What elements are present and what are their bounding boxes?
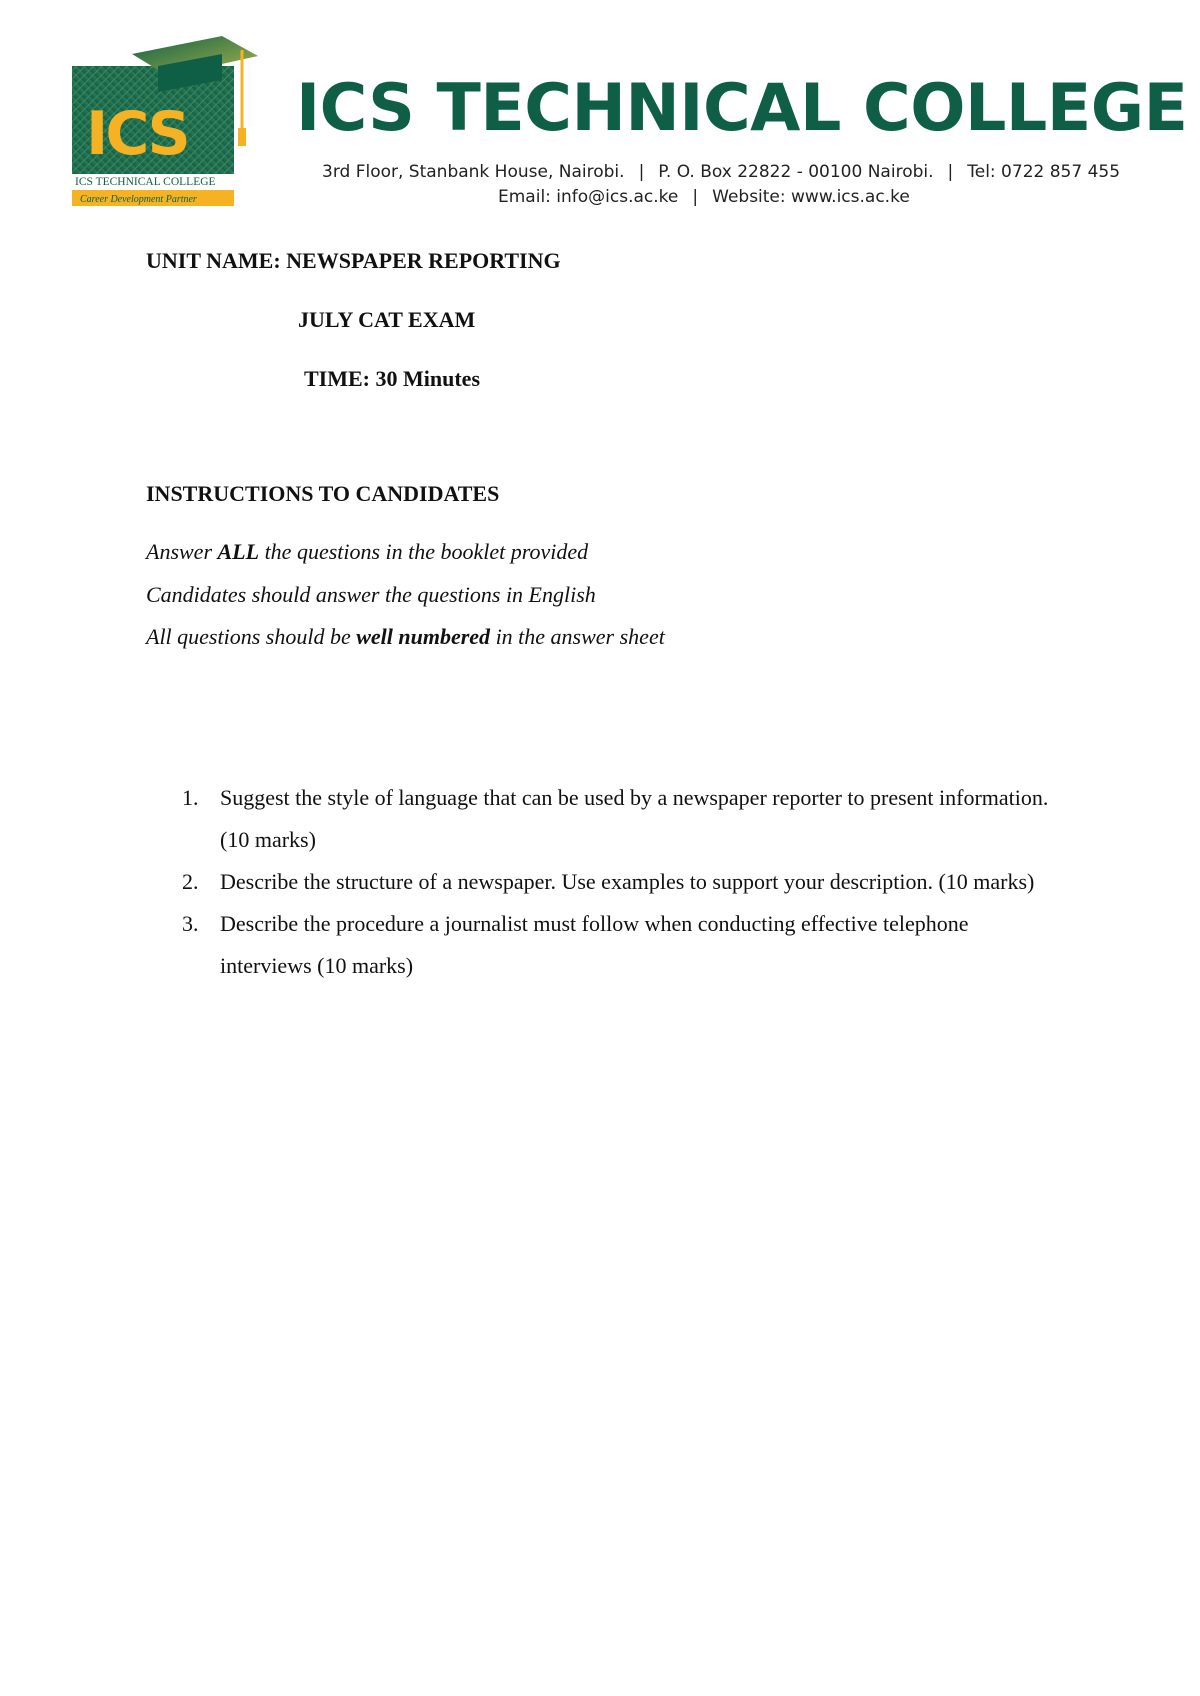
college-logo: [72, 36, 258, 212]
question-text: Describe the structure of a newspaper. Use examples to support your description. (10 marks): [220, 869, 1035, 894]
exam-time: TIME: 30 Minutes: [304, 366, 480, 391]
instruction-text: in the answer sheet: [490, 624, 665, 649]
separator: |: [692, 187, 699, 207]
question-number: 1.: [182, 785, 199, 810]
contact-line: [498, 187, 910, 207]
instruction-1: [146, 539, 588, 565]
po-box: P. O. Box 22822 - 00100 Nairobi.: [658, 162, 934, 182]
telephone: Tel: 0722 857 455: [967, 162, 1121, 182]
instruction-2: Candidates should answer the questions in English: [146, 582, 596, 607]
question-text: Describe the procedure a journalist must follow when conducting effective telephone interviews (10 marks): [220, 911, 969, 978]
logo-tagline: Career Development Partner: [80, 194, 197, 205]
exam-title: JULY CAT EXAM: [298, 307, 476, 332]
address-line: [322, 162, 1120, 182]
separator: |: [947, 162, 954, 182]
instruction-emphasis: ALL: [217, 539, 260, 564]
question-item: [182, 777, 1062, 861]
instruction-text: the questions in the booklet provided: [259, 539, 589, 564]
question-item: [182, 903, 1062, 987]
instruction-text: Answer: [146, 539, 218, 564]
separator: |: [638, 162, 645, 182]
website: Website: www.ics.ac.ke: [712, 187, 910, 207]
instruction-text: All questions should be: [146, 624, 357, 649]
email: Email: info@ics.ac.ke: [498, 187, 679, 207]
logo-subtext: ICS TECHNICAL COLLEGE: [75, 176, 216, 188]
address: 3rd Floor, Stanbank House, Nairobi.: [322, 162, 625, 182]
college-name: ICS TECHNICAL COLLEGE: [296, 71, 1188, 146]
question-list: [182, 777, 1062, 987]
question-text: Suggest the style of language that can be used by a newspaper reporter to present information. (10 marks): [220, 785, 1049, 852]
question-number: 3.: [182, 911, 199, 936]
unit-name: UNIT NAME: NEWSPAPER REPORTING: [146, 248, 561, 273]
logo-text: ICS: [86, 99, 188, 169]
instruction-emphasis: well numbered: [356, 624, 491, 649]
question-item: [182, 861, 1062, 903]
question-number: 2.: [182, 869, 199, 894]
instructions-heading: INSTRUCTIONS TO CANDIDATES: [146, 481, 500, 506]
instruction-3: [146, 624, 665, 650]
